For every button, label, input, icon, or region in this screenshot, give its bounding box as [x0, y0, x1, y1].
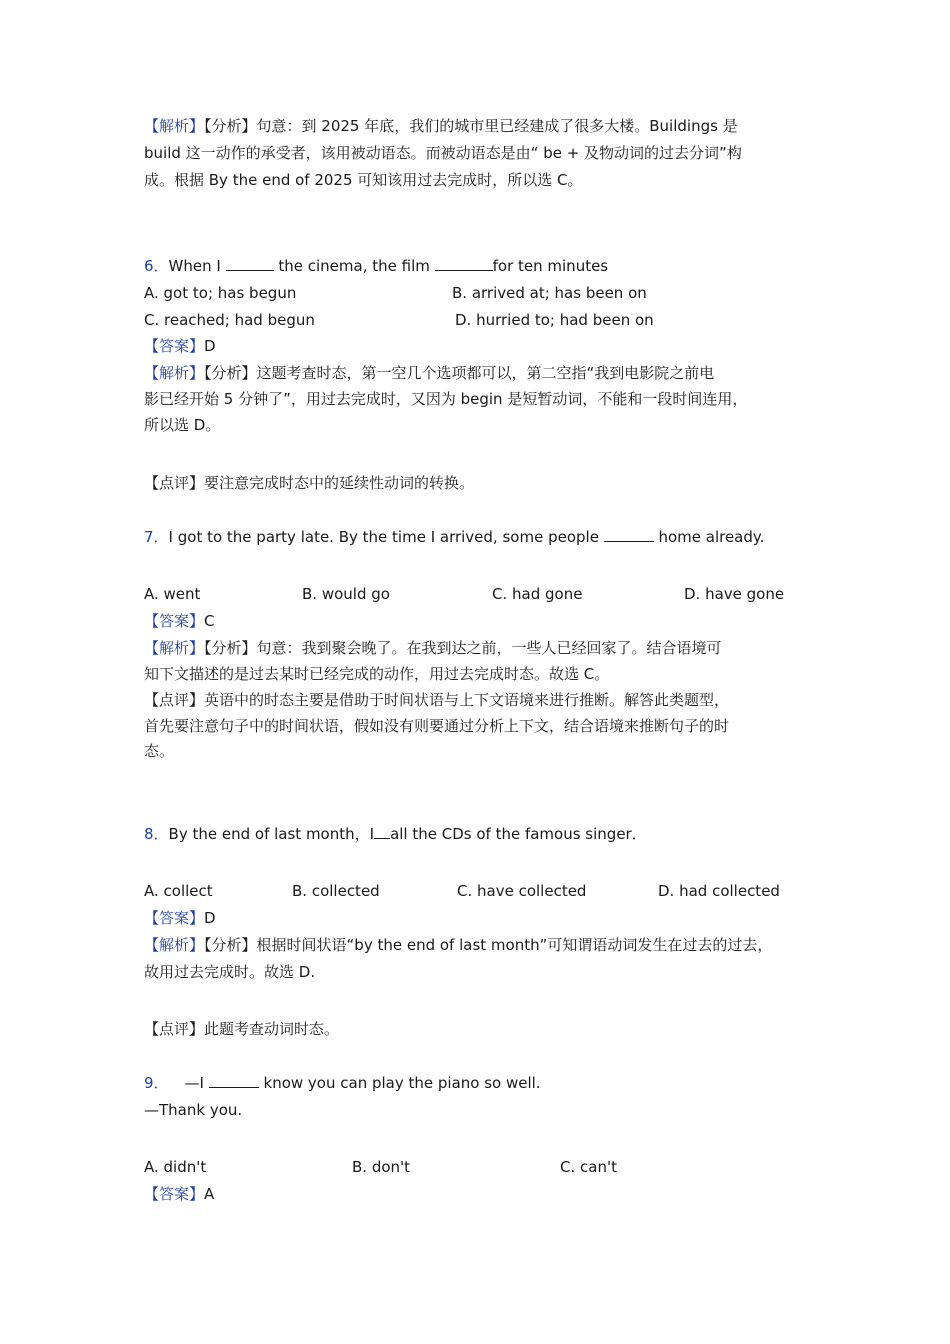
answer-tag: 【答案】	[144, 909, 205, 927]
q8-answer	[144, 908, 216, 928]
explanation-tag: 【解析】	[144, 936, 205, 954]
q5-explanation-line-1	[144, 116, 738, 136]
q8-option-d: D. had collected	[658, 882, 780, 900]
q7-comment-line-1: 【点评】英语中的时态主要是借助于时间状语与上下文语境来进行推断。解答此类题型，	[144, 691, 730, 709]
q8-option-c: C. have collected	[457, 882, 587, 900]
q7-answer	[144, 611, 215, 631]
answer-value: C	[204, 612, 215, 630]
q7-option-b: B. would go	[302, 585, 390, 603]
q6-option-a: A. got to; has begun	[144, 284, 297, 302]
q8-option-a: A. collect	[144, 882, 213, 900]
q6-option-d: D. hurried to; had been on	[455, 311, 654, 329]
answer-blank	[435, 256, 493, 271]
q8-explanation-line-1: 【解析】【分析】根据时间状语“by the end of last month”可知谓语动词发生在过去的过去，	[144, 936, 773, 954]
answer-tag: 【答案】	[144, 612, 205, 630]
answer-blank	[209, 1073, 259, 1088]
analysis-tag: 【分析】	[204, 936, 257, 954]
q7-explanation-line-1: 【解析】【分析】句意：我到聚会晚了。在我到达之前，一些人已经回家了。结合语境可	[144, 639, 722, 657]
explanation-tag: 【解析】	[144, 364, 205, 382]
q7-stem: 7．I got to the party late. By the time I arrived, some people home already.	[144, 528, 765, 546]
answer-blank	[226, 256, 274, 271]
q8-option-b: B. collected	[292, 882, 380, 900]
q6-stem: 6．When I the cinema, the film for ten minutes	[144, 257, 609, 275]
q5-explanation-line-2: build 这一动作的承受者，该用被动语态。而被动语态是由“ be + 及物动词的过去分词”构	[144, 144, 742, 162]
comment-tag: 【点评】	[144, 474, 205, 492]
question-number: 6．	[144, 257, 169, 275]
q9-stem: 9． —I know you can play the piano so well.	[144, 1074, 541, 1092]
comment-tag: 【点评】	[144, 1020, 205, 1038]
q6-explanation-line-2: 影已经开始 5 分钟了”，用过去完成时，又因为 begin 是短暂动词，不能和一段时间连用，	[144, 390, 748, 408]
q6-explanation-line-3: 所以选 D。	[144, 416, 221, 434]
q9-stem-reply: —Thank you.	[144, 1101, 243, 1119]
question-number: 9．	[144, 1074, 169, 1092]
q9-option-a: A. didn't	[144, 1158, 207, 1176]
answer-blank	[374, 824, 390, 839]
q6-option-b: B. arrived at; has been on	[452, 284, 647, 302]
q6-answer	[144, 336, 216, 356]
q7-option-c: C. had gone	[492, 585, 583, 603]
answer-value: D	[204, 337, 216, 355]
q7-explanation-line-2: 知下文描述的是过去某时已经完成的动作，用过去完成时态。故选 C。	[144, 665, 610, 683]
answer-tag: 【答案】	[144, 1185, 205, 1203]
q7-comment-line-3: 态。	[144, 742, 175, 760]
explanation-text: 句意：到 2025 年底，我们的城市里已经建成了很多大楼。Buildings 是	[256, 117, 738, 135]
q7-option-d: D. have gone	[684, 585, 785, 603]
q6-option-c: C. reached; had begun	[144, 311, 315, 329]
answer-tag: 【答案】	[144, 337, 205, 355]
answer-value: D	[204, 909, 216, 927]
q7-comment-line-2: 首先要注意句子中的时间状语，假如没有则要通过分析上下文，结合语境来推断句子的时	[144, 717, 730, 735]
analysis-tag: 【分析】	[204, 639, 257, 657]
q6-comment: 【点评】要注意完成时态中的延续性动词的转换。	[144, 474, 475, 492]
q7-option-a: A. went	[144, 585, 201, 603]
explanation-tag: 【解析】	[144, 639, 205, 657]
q8-stem: 8．By the end of last month，I all the CDs of the famous singer．	[144, 825, 647, 843]
q5-explanation-line-3: 成。根据 By the end of 2025 可知该用过去完成时，所以选 C。	[144, 171, 583, 189]
q8-explanation-line-2: 故用过去完成时。故选 D.	[144, 963, 316, 981]
q9-answer	[144, 1184, 214, 1204]
explanation-tag: 【解析】	[144, 117, 205, 135]
answer-value: A	[204, 1185, 215, 1203]
q6-explanation-line-1: 【解析】【分析】这题考查时态，第一空几个选项都可以，第二空指“我到电影院之前电	[144, 364, 715, 382]
answer-blank	[604, 527, 654, 542]
question-number: 8．	[144, 825, 169, 843]
q8-comment: 【点评】此题考查动词时态。	[144, 1020, 340, 1038]
q9-option-c: C. can't	[560, 1158, 617, 1176]
question-number: 7．	[144, 528, 169, 546]
analysis-tag: 【分析】	[204, 117, 257, 135]
q9-option-b: B. don't	[352, 1158, 411, 1176]
comment-tag: 【点评】	[144, 691, 205, 709]
analysis-tag: 【分析】	[204, 364, 257, 382]
